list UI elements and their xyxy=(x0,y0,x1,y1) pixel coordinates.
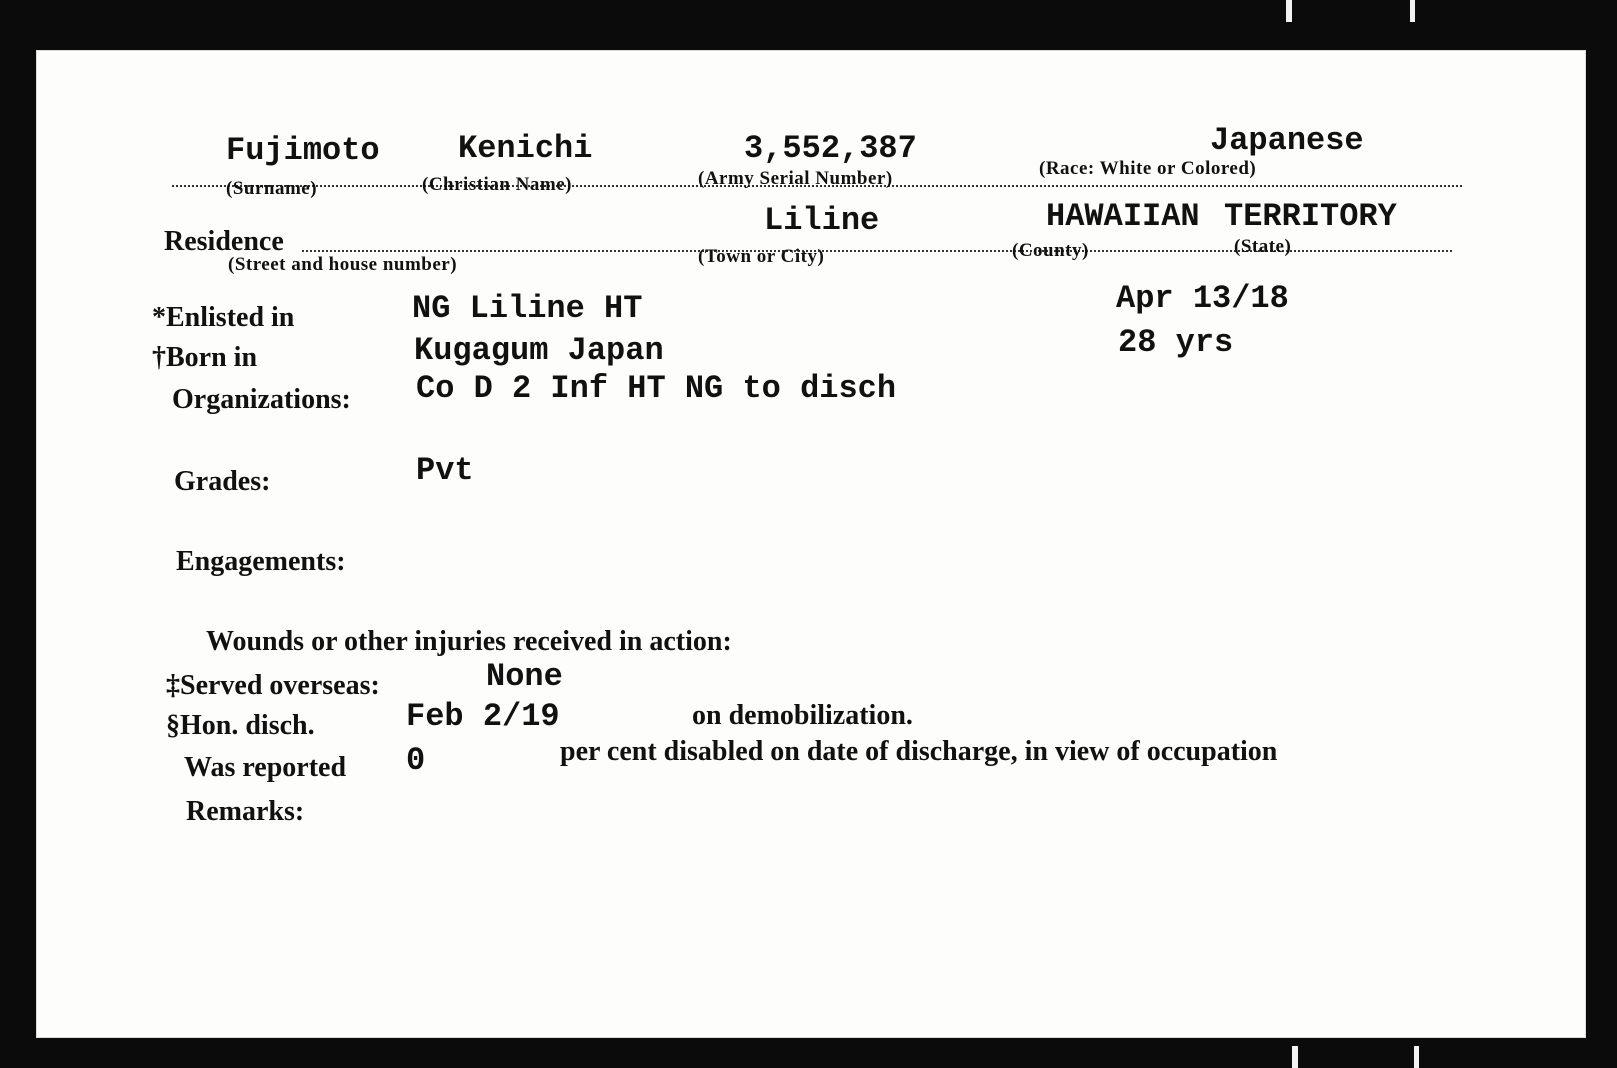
scan-edge-mark xyxy=(1414,1046,1419,1068)
race-caption: (Race: White or Colored) xyxy=(1039,158,1257,179)
christian-name-caption: (Christian Name) xyxy=(422,174,572,195)
surname-value: Fujimoto xyxy=(222,132,384,169)
christian-name-value: Kenichi xyxy=(454,130,596,167)
grades-label: Grades: xyxy=(174,466,271,497)
serial-number-value: 3,552,387 xyxy=(740,130,921,167)
race-value: Japanese xyxy=(1206,122,1368,159)
grades-value: Pvt xyxy=(416,452,474,489)
wounds-label: Wounds or other injuries received in action: xyxy=(206,626,732,657)
state-value: TERRITORY xyxy=(1220,198,1401,235)
overseas-label: ‡Served overseas: xyxy=(166,670,380,701)
surname-caption: (Surname) xyxy=(226,178,318,199)
organizations-label: Organizations: xyxy=(172,384,351,415)
reported-value: 0 xyxy=(406,742,426,779)
born-value: Kugagum Japan xyxy=(414,332,664,369)
enlisted-date: Apr 13/18 xyxy=(1116,280,1289,317)
reported-note: per cent disabled on date of discharge, in view of occupation xyxy=(560,736,1278,767)
state-caption: (State) xyxy=(1234,236,1292,257)
age-value: 28 yrs xyxy=(1118,324,1234,361)
county-caption: (County) xyxy=(1012,240,1089,261)
enlisted-value: NG Liline HT xyxy=(412,290,643,327)
scan-edge-mark xyxy=(1410,0,1415,22)
service-record-card xyxy=(36,50,1586,1038)
born-label: †Born in xyxy=(152,342,258,373)
residence-label: Residence xyxy=(164,226,284,257)
serial-number-caption: (Army Serial Number) xyxy=(698,168,893,189)
remarks-label: Remarks: xyxy=(186,796,305,827)
scan-edge-mark xyxy=(1286,0,1292,22)
reported-label: Was reported xyxy=(184,752,347,783)
town-value: Liline xyxy=(760,202,883,239)
street-caption: (Street and house number) xyxy=(228,254,458,275)
discharge-note: on demobilization. xyxy=(692,700,913,731)
town-caption: (Town or City) xyxy=(698,246,825,267)
overseas-value: None xyxy=(486,658,563,695)
enlisted-label: *Enlisted in xyxy=(152,302,295,333)
organizations-value: Co D 2 Inf HT NG to disch xyxy=(416,370,897,407)
discharge-date: Feb 2/19 xyxy=(406,698,560,735)
engagements-label: Engagements: xyxy=(176,546,346,577)
county-value: HAWAIIAN xyxy=(1042,198,1204,235)
discharge-label: §Hon. disch. xyxy=(166,710,315,741)
scan-edge-mark xyxy=(1292,1046,1298,1068)
